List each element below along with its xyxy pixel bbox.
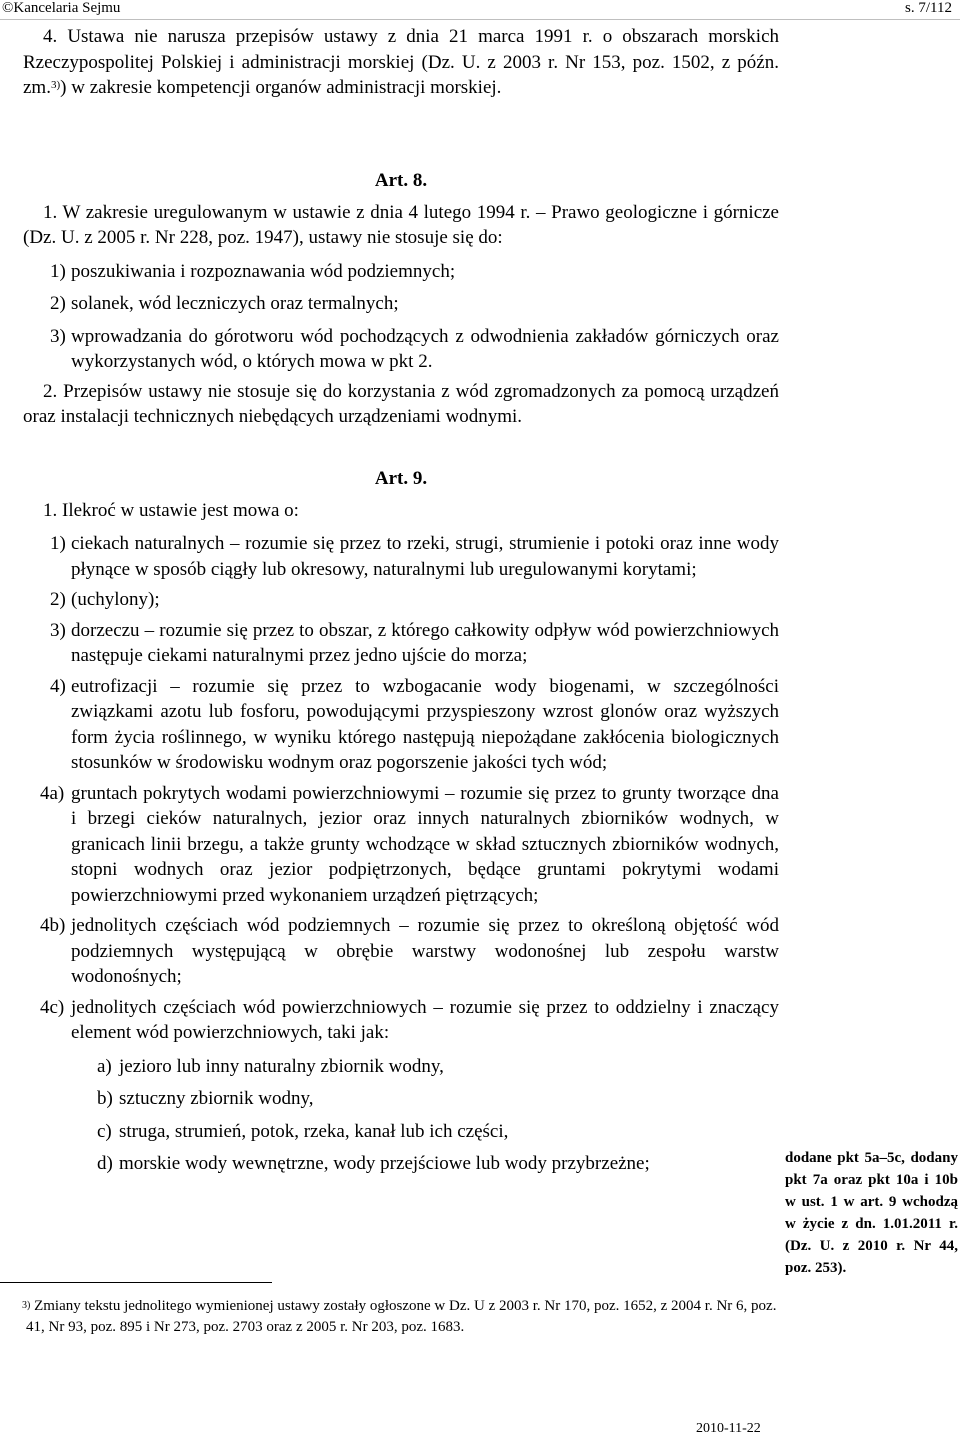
- sub-item-letter: d): [97, 1153, 113, 1174]
- item-number: 3): [50, 619, 66, 641]
- list-item: [23, 618, 779, 669]
- margin-note: dodane pkt 5a–5c, dodany pkt 7a oraz pkt 10a i 10b w ust. 1 w art. 9 wchodzą w życie z dn. 1.01.2011 r. (Dz. U. z 2010 r. Nr 44, poz. 253).: [785, 1150, 958, 1276]
- item-text: poszukiwania i rozpoznawania wód podziemnych;: [71, 260, 456, 282]
- article-9-para-1: 1. Ilekroć w ustawie jest mowa o:: [43, 499, 299, 521]
- item-number: 4a): [40, 782, 65, 804]
- sub-item: [23, 1151, 779, 1177]
- footnote-marker: 3): [22, 1300, 31, 1311]
- sub-item-letter: b): [97, 1088, 113, 1109]
- sub-item-text: sztuczny zbiornik wodny,: [119, 1088, 314, 1109]
- sub-item: [23, 1119, 779, 1145]
- sub-item-text: jezioro lub inny naturalny zbiornik wodny,: [119, 1055, 444, 1077]
- sub-item: [23, 1054, 779, 1080]
- item-text: wprowadzania do górotworu wód pochodzących z odwodnienia zakładów górniczych oraz wykorzystanych wód, o których mowa w pkt 2.: [71, 325, 779, 372]
- sub-item-letter: c): [97, 1120, 112, 1142]
- paragraph-4: [23, 24, 779, 101]
- item-text: dorzeczu – rozumie się przez to obszar, z którego całkowity odpływ wód powierzchniowych następuje ciekami naturalnymi przez jedno ujście do morza;: [71, 619, 779, 666]
- item-text: jednolitych częściach wód podziemnych – rozumie się przez to określoną objętość wód podziemnych występującą w obrębie warstwy wodonośnej lub zespołu warstw wodonośnych;: [71, 915, 779, 987]
- item-number: 4): [50, 675, 66, 697]
- list-item: [23, 674, 779, 776]
- footnote: [4, 1296, 778, 1337]
- footnote-ref[interactable]: 3): [50, 79, 61, 91]
- list-item: [23, 995, 779, 1046]
- page-number: s. 7/112: [905, 0, 952, 16]
- paragraph-4-text: [23, 24, 779, 101]
- item-text: gruntach pokrytych wodami powierzchniowymi – rozumie się przez to grunty tworzące dna i brzegi cieków naturalnych, jezior oraz innych naturalnych zbiorników wodnych, w granicach linii brzegu, a także grunty wchodzące w skład sztucznych zbiorników wodnych, stopni wodnych oraz jezior podpiętrzonych, będące gruntami pokrytymi wodami powierzchniowymi przed wykonaniem urządzeń piętrzących;: [71, 782, 779, 906]
- article-9-heading: Art. 9.: [374, 468, 428, 489]
- header-rule: [0, 19, 960, 20]
- list-item: [23, 324, 779, 375]
- article-9: [23, 466, 779, 1177]
- item-number: 2): [50, 589, 66, 610]
- item-text: ciekach naturalnych – rozumie się przez to rzeki, strugi, strumienie i potoki oraz inne wody płynące w sposób ciągły lub okresowy, naturalnymi lub uregulowanymi korytami;: [71, 533, 779, 580]
- item-text: (uchylony);: [71, 589, 160, 610]
- list-item: [23, 781, 779, 909]
- footnote-text: Zmiany tekstu jednolitego wymienionej ustawy zostały ogłoszone w Dz. U z 2003 r. Nr 170, poz. 1652, z 2004 r. Nr 6, poz. 41, Nr 93, poz. 895 i Nr 273, poz. 2703 oraz z 2005 r. Nr 203, poz. 1683.: [26, 1298, 777, 1335]
- item-text: solanek, wód leczniczych oraz termalnych;: [71, 293, 399, 314]
- sub-item: [23, 1086, 779, 1112]
- item-number: 3): [50, 325, 66, 347]
- list-item: [23, 587, 779, 613]
- list-item: [23, 531, 779, 582]
- article-8-para-1: 1. W zakresie uregulowanym w ustawie z dnia 4 lutego 1994 r. – Prawo geologiczne i górnicze (Dz. U. z 2005 r. Nr 228, poz. 1947), ustawy nie stosuje się do:: [23, 201, 779, 248]
- list-item: [23, 913, 779, 990]
- paragraph-4-text-a: 4. Ustawa nie narusza przepisów ustawy z dnia 21 marca 1991 r. o obszarach morskich Rzeczypospolitej Polskiej i administracji morskiej (Dz. U. z 2003 r. Nr 153, poz. 1502, z późn. zm.: [23, 26, 779, 98]
- footnote-separator: [0, 1282, 272, 1283]
- sub-item-text: morskie wody wewnętrzne, wody przejściowe lub wody przybrzeżne;: [119, 1153, 650, 1174]
- article-8: [23, 168, 779, 430]
- footer-date: 2010-11-22: [696, 1421, 761, 1436]
- item-number: 2): [50, 293, 66, 314]
- article-8-heading: Art. 8.: [374, 170, 428, 191]
- paragraph-4-text-b: ) w zakresie kompetencji organów administracji morskiej.: [60, 77, 502, 98]
- header-source: ©Kancelaria Sejmu: [2, 0, 121, 16]
- sub-item-text: struga, strumień, potok, rzeka, kanał lub ich części,: [119, 1120, 509, 1142]
- sub-item-letter: a): [97, 1055, 112, 1077]
- item-number: 4b): [40, 915, 66, 936]
- list-item: [23, 291, 779, 317]
- item-number: 1): [50, 533, 66, 554]
- item-number: 1): [50, 260, 66, 282]
- item-text: jednolitych częściach wód powierzchniowych – rozumie się przez to oddzielny i znaczący element wód powierzchniowych, taki jak:: [71, 996, 779, 1043]
- item-text: eutrofizacji – rozumie się przez to wzbogacanie wody biogenami, w szczególności związkami azotu lub fosforu, powodującymi przyspieszony wzrost glonów oraz wyższych form życia roślinnego, w wyniku którego następują niepożądane zakłócenia biologicznych stosunków w środowisku wodnym oraz pogorszenie jakości tych wód;: [71, 675, 779, 773]
- item-number: 4c): [40, 996, 65, 1018]
- article-8-para-2: 2. Przepisów ustawy nie stosuje się do korzystania z wód zgromadzonych za pomocą urządzeń oraz instalacji technicznych niebędących urządzeniami wodnymi.: [23, 380, 779, 427]
- list-item: [23, 259, 779, 285]
